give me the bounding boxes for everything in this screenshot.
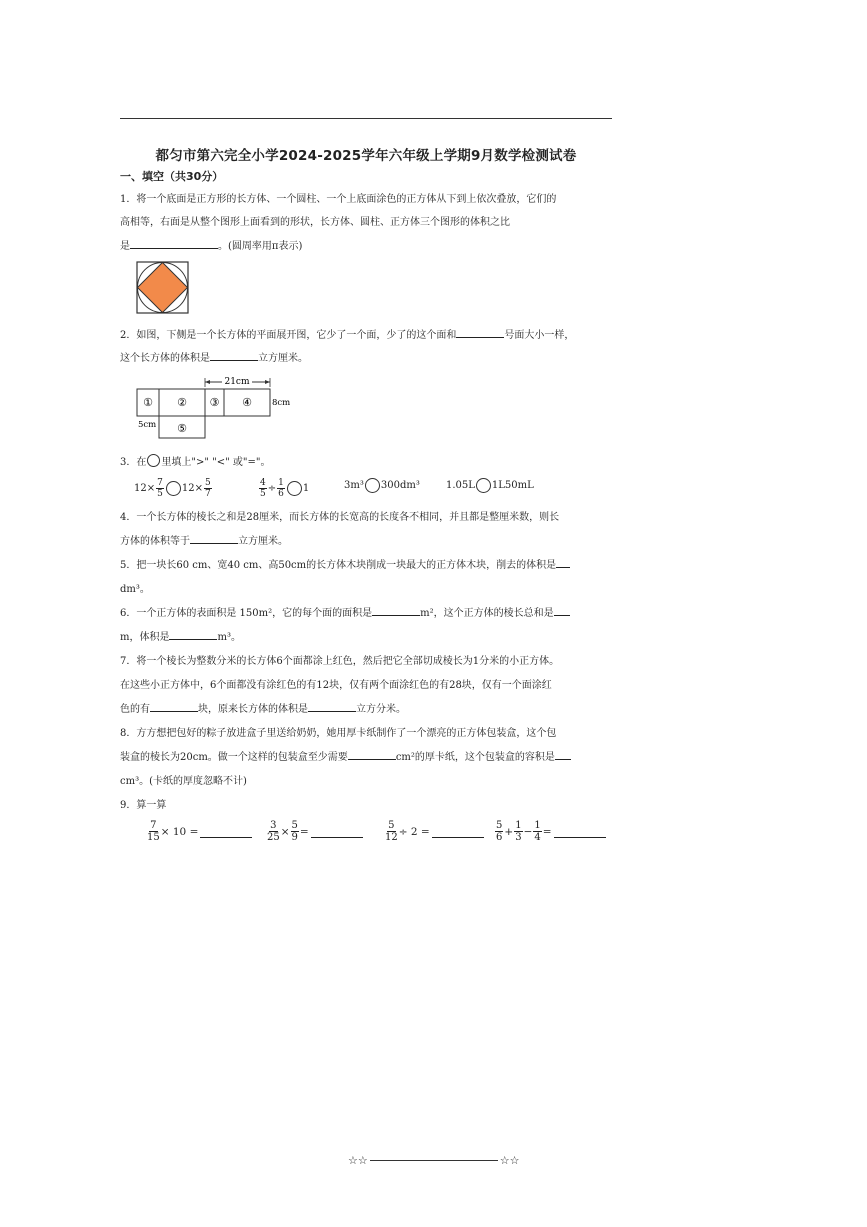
q3-a-frac1 xyxy=(156,478,164,499)
q9-e2-answer-blank[interactable] xyxy=(311,825,363,838)
q3-d-left: 1.05L xyxy=(446,480,475,491)
q5-answer-blank[interactable] xyxy=(556,556,570,568)
q7-line3 xyxy=(120,700,406,715)
q3-text-b: 里填上">" "<" 或"="。 xyxy=(161,457,271,468)
q1-line1: 1．将一个底面是正方形的长方体、一个圆柱、一个上底面涂色的正方体从下到上依次叠放，它们的 xyxy=(120,194,557,205)
page-footer xyxy=(348,1154,519,1167)
q2-text-b: 号面大小一样， xyxy=(504,330,575,341)
q9-e1-answer-blank[interactable] xyxy=(200,825,252,838)
q3-a-frac2-den: 7 xyxy=(204,489,211,499)
q9-e4-num2: 1 xyxy=(515,820,522,831)
q6-text-b: m²，这个正方体的棱长总和是 xyxy=(420,608,554,619)
q9-e4-op2: − xyxy=(523,825,533,838)
q9-e4-frac1 xyxy=(495,820,503,843)
q1-answer-blank[interactable] xyxy=(130,237,218,249)
section-heading: 一、填空（共30分） xyxy=(120,170,224,183)
q3-d-right: 1L50mL xyxy=(491,480,534,491)
q3-item-d xyxy=(446,478,534,493)
q9-label: 9．算一算 xyxy=(120,800,167,811)
q2-text-c: 这个长方体的体积是 xyxy=(120,353,210,364)
q3-b-frac1-den: 5 xyxy=(260,489,266,499)
q9-e4-den2: 3 xyxy=(515,832,522,843)
q9-e1-rest: × 10 = xyxy=(160,825,199,838)
q9-e2-den2: 9 xyxy=(291,832,298,843)
q9-e2-den: 25 xyxy=(267,832,280,843)
q8-capacity-blank[interactable] xyxy=(555,748,571,760)
q9-e3-den: 12 xyxy=(385,832,398,843)
q9-e4-den: 6 xyxy=(496,832,503,843)
q9-e1-den: 15 xyxy=(147,832,160,843)
q3-a-frac1-num: 7 xyxy=(157,478,163,488)
q2-face-3-label: ③ xyxy=(209,396,220,409)
q9-e1-frac xyxy=(147,820,160,843)
q3-a-frac2 xyxy=(204,478,212,499)
q3-circle-symbol xyxy=(147,454,160,467)
q2-arrow-right xyxy=(265,380,270,384)
q6-text-d: m³。 xyxy=(217,632,241,643)
q9-e4-num3: 1 xyxy=(534,820,541,831)
q2-net-figure xyxy=(134,372,294,442)
q2-face-2-label: ② xyxy=(177,396,187,409)
q8-line3: cm³。(卡纸的厚度忽略不计) xyxy=(120,776,247,787)
top-rule xyxy=(120,118,612,119)
q9-expr-1 xyxy=(146,820,252,843)
q3-item-c xyxy=(344,478,420,493)
q2-face-4-label: ④ xyxy=(242,396,252,409)
q8-area-blank[interactable] xyxy=(348,748,396,760)
q7-count-blank[interactable] xyxy=(150,700,198,712)
q2-face-1-label: ① xyxy=(143,396,153,409)
q8-text-b: cm²的厚卡纸，这个包装盒的容积是 xyxy=(395,752,555,763)
q3-item-a xyxy=(134,478,213,499)
q2-label-21cm: 21cm xyxy=(224,377,250,387)
q2-label-8cm: 8cm xyxy=(272,398,291,408)
q9-e2-eq: = xyxy=(299,825,309,838)
q7-volume-blank[interactable] xyxy=(308,700,356,712)
q3-a-compare-circle[interactable] xyxy=(166,481,181,496)
q9-e2-frac2 xyxy=(291,820,299,843)
q6-line2 xyxy=(120,628,241,643)
q9-e3-rest: ÷ 2 = xyxy=(398,825,430,838)
q9-e4-eq: = xyxy=(542,825,552,838)
footer-stars-right-icon: ☆☆ xyxy=(499,1154,520,1167)
q1-line2: 高相等，右面是从整个图形上面看到的形状，长方体、圆柱、正方体三个图形的体积之比 xyxy=(120,217,510,228)
q6-text-c: m，体积是 xyxy=(120,632,170,643)
q7-text-a: 色的有 xyxy=(120,704,150,715)
q9-e3-frac xyxy=(385,820,398,843)
q3-b-compare-circle[interactable] xyxy=(287,481,302,496)
q3-c-right: 300dm³ xyxy=(380,480,420,491)
q6-line1 xyxy=(120,604,570,619)
q2-arrow-left xyxy=(205,380,210,384)
q3-b-frac2 xyxy=(277,478,285,499)
q8-line2 xyxy=(120,748,571,763)
q9-e2-num: 3 xyxy=(270,820,277,831)
q2-face-blank[interactable] xyxy=(456,326,504,338)
q9-expr-2 xyxy=(266,820,363,843)
q1-top-view-figure xyxy=(136,261,190,315)
q6-face-area-blank[interactable] xyxy=(372,604,420,616)
q2-line2 xyxy=(120,349,308,364)
q3-c-left: 3m³ xyxy=(344,480,364,491)
q5-text-a: 5．把一块长60 cm、宽40 cm、高50cm的长方体木块削成一块最大的正方体木块，削去的体积是 xyxy=(120,560,557,571)
q7-text-c: 立方分米。 xyxy=(356,704,406,715)
q9-e4-frac3 xyxy=(533,820,541,843)
q9-e4-answer-blank[interactable] xyxy=(554,825,606,838)
q1-text-b: 。(圆周率用π表示) xyxy=(218,241,303,252)
q3-d-compare-circle[interactable] xyxy=(476,478,491,493)
q4-answer-blank[interactable] xyxy=(190,532,238,544)
q3-a-mid: 12× xyxy=(181,483,203,494)
q3-b-frac2-num: 1 xyxy=(278,478,284,488)
q4-text-b: 立方厘米。 xyxy=(238,536,288,547)
q9-e2-op: × xyxy=(280,825,290,838)
q4-text-a: 方体的体积等于 xyxy=(120,536,190,547)
q1-text-a: 是 xyxy=(120,241,130,252)
q5-line1 xyxy=(120,556,570,571)
q9-e3-answer-blank[interactable] xyxy=(432,825,484,838)
q6-edge-sum-blank[interactable] xyxy=(554,604,570,616)
q3-text-a: 3．在 xyxy=(120,457,147,468)
q2-face-5-label: ⑤ xyxy=(177,422,187,435)
q9-expr-3 xyxy=(384,820,484,843)
q3-b-frac1-num: 4 xyxy=(260,478,266,488)
q3-a-frac1-den: 5 xyxy=(157,489,163,499)
q2-line1 xyxy=(120,326,574,341)
q8-text-a: 装盒的棱长为20cm。做一个这样的包装盒至少需要 xyxy=(120,752,348,763)
q9-e2-frac1 xyxy=(267,820,280,843)
q3-b-frac2-den: 6 xyxy=(278,489,284,499)
q9-e4-den3: 4 xyxy=(534,832,541,843)
q2-volume-blank[interactable] xyxy=(210,349,258,361)
q3-c-compare-circle[interactable] xyxy=(365,478,380,493)
q2-text-a: 2．如图，下侧是一个长方体的平面展开图，它少了一个面，少了的这个面和 xyxy=(120,330,457,341)
q9-e4-frac2 xyxy=(514,820,522,843)
q3-line1 xyxy=(120,453,270,468)
q9-e3-num: 5 xyxy=(388,820,395,831)
q9-e4-op1: + xyxy=(504,825,514,838)
q3-a-frac2-num: 5 xyxy=(204,478,211,488)
q9-e4-num: 5 xyxy=(496,820,503,831)
q2-label-5cm: 5cm xyxy=(138,420,157,430)
q6-volume-blank[interactable] xyxy=(169,628,217,640)
q9-expr-4 xyxy=(494,820,606,843)
q9-e1-num: 7 xyxy=(150,820,157,831)
q6-text-a: 6．一个正方体的表面积是 150m²，它的每个面的面积是 xyxy=(120,608,373,619)
q7-line2: 在这些小正方体中，6个面都没有涂红色的有12块，仅有两个面涂红色的有28块，仅有一个面涂红 xyxy=(120,680,552,691)
q7-text-b: 块，原来长方体的体积是 xyxy=(198,704,308,715)
q4-line2 xyxy=(120,532,288,547)
q3-b-op: ÷ xyxy=(267,483,277,494)
q8-line1: 8．方方想把包好的粽子放进盒子里送给奶奶，她用厚卡纸制作了一个漂亮的正方体包装盒，这个包 xyxy=(120,728,557,739)
q2-text-d: 立方厘米。 xyxy=(258,353,308,364)
q5-line2: dm³。 xyxy=(120,584,150,595)
exam-title: 都匀市第六完全小学2024-2025学年六年级上学期9月数学检测试卷 xyxy=(155,148,577,164)
q4-line1: 4．一个长方体的棱长之和是28厘米，而长方体的长宽高的长度各不相同，并且都是整厘米数，则长 xyxy=(120,512,560,523)
q3-b-right: 1 xyxy=(302,483,310,494)
footer-stars-left-icon: ☆☆ xyxy=(348,1154,368,1167)
q3-b-frac1 xyxy=(259,478,267,499)
q9-e2-num2: 5 xyxy=(291,820,298,831)
footer-rule xyxy=(370,1160,498,1161)
q3-a-left: 12× xyxy=(134,483,156,494)
q7-line1: 7．将一个棱长为整数分米的长方体6个面都涂上红色，然后把它全部切成棱长为1分米的小正方体。 xyxy=(120,656,560,667)
q3-item-b xyxy=(258,478,309,499)
q1-line3 xyxy=(120,237,302,252)
